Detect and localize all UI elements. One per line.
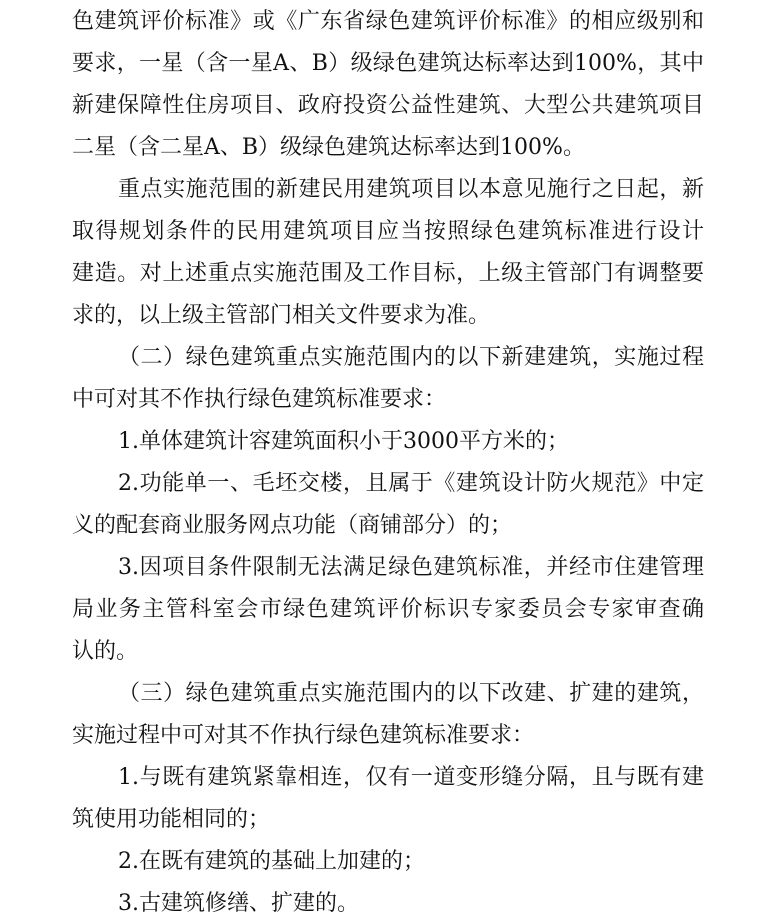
list-item: 3.因项目条件限制无法满足绿色建筑标准，并经市住建管理 <box>118 555 704 580</box>
text-line: 认的。 <box>72 639 139 664</box>
text-line: 要求，一星（含一星A、B）级绿色建筑达标率达到100%，其中 <box>72 51 704 76</box>
text-line: 义的配套商业服务网点功能（商铺部分）的； <box>72 513 513 538</box>
text-line: 建造。对上述重点实施范围及工作目标，上级主管部门有调整要 <box>72 261 704 286</box>
text-line: 色建筑评价标准》或《广东省绿色建筑评价标准》的相应级别和 <box>72 9 704 34</box>
list-item: 1.与既有建筑紧靠相连，仅有一道变形缝分隔，且与既有建 <box>118 765 704 790</box>
text-line: 中可对其不作执行绿色建筑标准要求： <box>72 387 447 412</box>
section-heading-line: （二）绿色建筑重点实施范围内的以下新建建筑，实施过程 <box>118 345 704 370</box>
text-line: 求的，以上级主管部门相关文件要求为准。 <box>72 303 491 328</box>
paragraph-start-line: 重点实施范围的新建民用建筑项目以本意见施行之日起，新 <box>118 177 704 202</box>
list-item: 3.古建筑修缮、扩建的。 <box>118 891 359 916</box>
text-line: 取得规划条件的民用建筑项目应当按照绿色建筑标准进行设计 <box>72 219 704 244</box>
text-line: 二星（含二星A、B）级绿色建筑达标率达到100%。 <box>72 135 585 160</box>
list-item: 1.单体建筑计容建筑面积小于3000平方米的； <box>118 429 569 454</box>
text-line: 筑使用功能相同的； <box>72 807 271 832</box>
list-item: 2.在既有建筑的基础上加建的； <box>118 849 425 874</box>
text-line: 实施过程中可对其不作执行绿色建筑标准要求： <box>72 723 535 748</box>
list-item: 2.功能单一、毛坯交楼，且属于《建筑设计防火规范》中定 <box>118 471 704 496</box>
section-heading-line: （三）绿色建筑重点实施范围内的以下改建、扩建的建筑， <box>118 681 704 706</box>
text-line: 新建保障性住房项目、政府投资公益性建筑、大型公共建筑项目 <box>72 93 704 118</box>
text-line: 局业务主管科室会市绿色建筑评价标识专家委员会专家审查确 <box>72 597 704 622</box>
